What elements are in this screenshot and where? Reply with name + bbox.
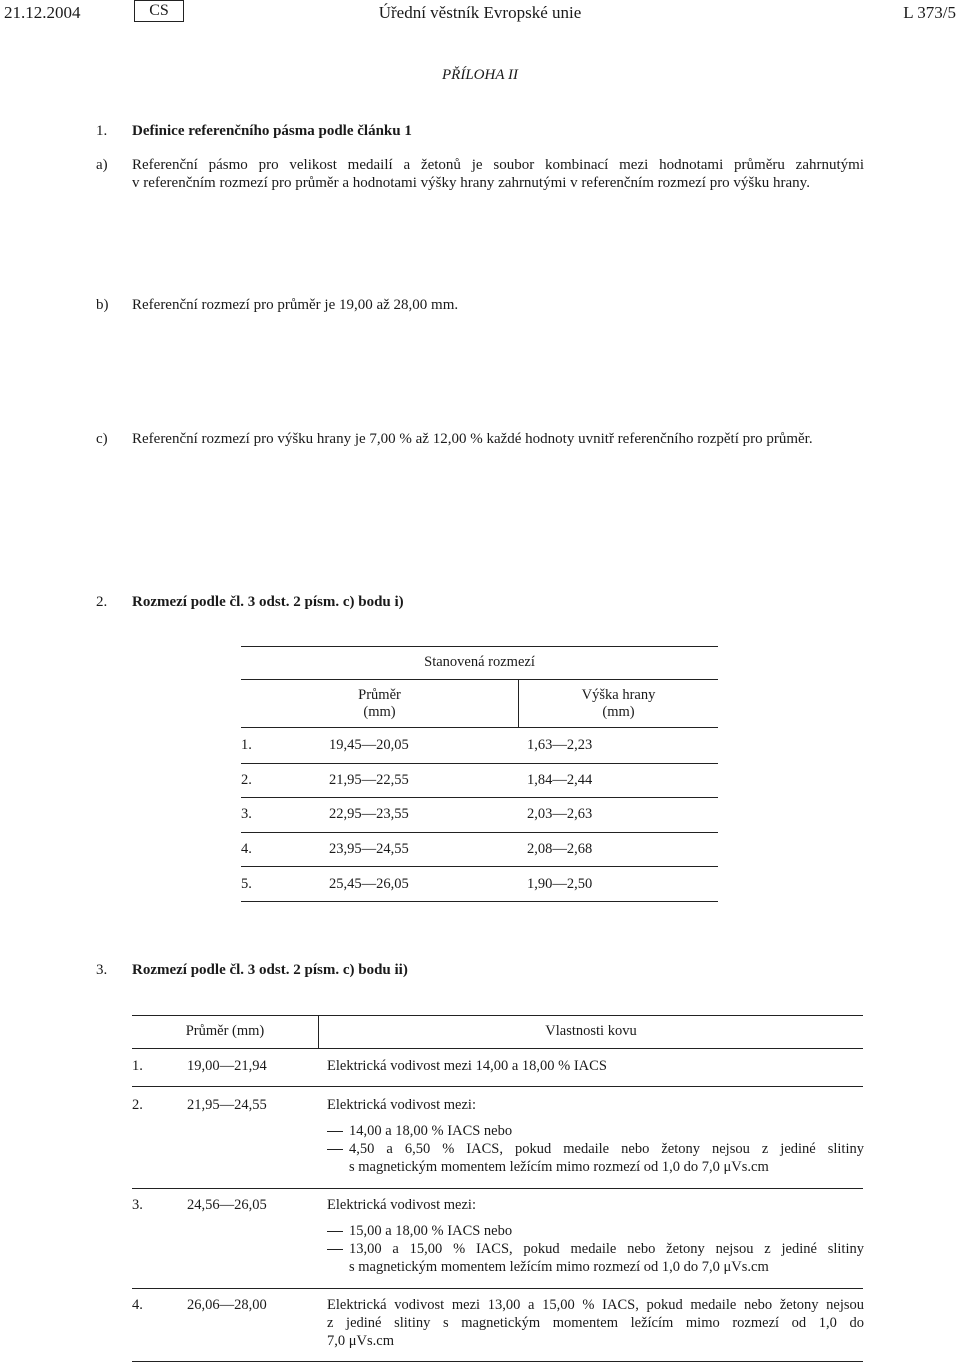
diameter-value: 21,95—24,55 <box>187 1097 267 1113</box>
diameter-value: 19,00—21,94 <box>187 1058 267 1074</box>
diameter-value: 25,45—26,05 <box>329 876 409 892</box>
table-rule <box>132 1086 863 1087</box>
edge-value: 1,63—2,23 <box>527 737 593 753</box>
table-rule <box>241 727 718 728</box>
diameter-value: 24,56—26,05 <box>187 1197 267 1213</box>
diameter-value: 23,95—24,55 <box>329 841 409 857</box>
property-text: Elektrická vodivost mezi 13,00 a 15,00 % IACS, pokud medaile nebo žetony nejsou <box>327 1297 864 1313</box>
col-diameter-header: Průměr (mm) <box>358 687 401 720</box>
section1-title: Definice referenčního pásma podle článku 1 <box>132 123 412 139</box>
journal-title: Úřední věstník Evropské unie <box>378 3 582 22</box>
dash-icon <box>327 1149 343 1150</box>
row-number: 1. <box>241 737 252 753</box>
table-rule <box>132 1048 863 1049</box>
table-rule <box>241 763 718 764</box>
section2-number: 2. <box>96 594 108 610</box>
table-rule <box>132 1015 863 1016</box>
dash-item: 13,00 a 15,00 % IACS, pokud medaile nebo žetony nejsou z jediné slitiny <box>327 1241 864 1258</box>
table-rule <box>241 797 718 798</box>
dash-item-cont: s magnetickým momentem ležícím mimo rozmezí od 1,0 do 7,0 μVs.cm <box>349 1159 769 1175</box>
edge-value: 1,90—2,50 <box>527 876 593 892</box>
edge-value: 1,84—2,44 <box>527 772 593 788</box>
row-number: 3. <box>132 1197 143 1213</box>
col-edge-header: Výška hrany (mm) <box>581 687 656 720</box>
row-number: 3. <box>241 806 252 822</box>
item-a-label: a) <box>96 157 108 173</box>
item-b-text: Referenční rozmezí pro průměr je 19,00 až 28,00 mm. <box>132 297 459 313</box>
row-number: 2. <box>241 772 252 788</box>
dash-item: 15,00 a 18,00 % IACS nebo <box>327 1223 512 1240</box>
table-rule <box>241 679 718 680</box>
header-date: 21.12.2004 <box>4 3 81 22</box>
dash-icon <box>327 1249 343 1250</box>
item-c-text: Referenční rozmezí pro výšku hrany je 7,00 % až 12,00 % každé hodnoty uvnitř referenčního rozpětí pro průměr. <box>132 431 813 447</box>
row-number: 4. <box>241 841 252 857</box>
property-text: Elektrická vodivost mezi: <box>327 1197 476 1213</box>
diameter-value: 21,95—22,55 <box>329 772 409 788</box>
dash-item-cont: s magnetickým momentem ležícím mimo rozmezí od 1,0 do 7,0 μVs.cm <box>349 1259 769 1275</box>
property-text: z jediné slitiny s magnetickým momentem ležícím mimo rozmezí od 1,0 do <box>327 1315 864 1331</box>
item-c-label: c) <box>96 431 108 447</box>
annex-title: PŘÍLOHA II <box>442 67 518 83</box>
dash-item: 4,50 a 6,50 % IACS, pokud medaile nebo žetony nejsou z jediné slitiny <box>327 1141 864 1158</box>
table-rule <box>132 1288 863 1289</box>
edge-value: 2,08—2,68 <box>527 841 593 857</box>
table-rule <box>241 901 718 902</box>
table-rule <box>241 832 718 833</box>
table-rule <box>241 646 718 647</box>
property-text: Elektrická vodivost mezi: <box>327 1097 476 1113</box>
row-number: 1. <box>132 1058 143 1074</box>
property-text: Elektrická vodivost mezi 14,00 a 18,00 % IACS <box>327 1058 607 1074</box>
dash-icon <box>327 1131 343 1132</box>
row-number: 5. <box>241 876 252 892</box>
dash-item: 14,00 a 18,00 % IACS nebo <box>327 1123 512 1140</box>
table-rule <box>241 866 718 867</box>
col-props-header: Vlastnosti kovu <box>545 1023 637 1039</box>
section3-number: 3. <box>96 962 108 978</box>
item-a-line2: v referenčním rozmezí pro průměr a hodnotami výšky hrany zahrnutými v referenčním rozmezí pro výšku hrany. <box>132 175 810 191</box>
group-header: Stanovená rozmezí <box>424 654 535 670</box>
table-rule <box>132 1361 863 1362</box>
table-rule <box>132 1188 863 1189</box>
edge-value: 2,03—2,63 <box>527 806 593 822</box>
section3-title: Rozmezí podle čl. 3 odst. 2 písm. c) bodu ii) <box>132 962 408 978</box>
dash-icon <box>327 1231 343 1232</box>
property-text: 7,0 μVs.cm <box>327 1333 394 1349</box>
item-a-line1: Referenční pásmo pro velikost medailí a žetonů je soubor kombinací mezi hodnotami průměru zahrnutými <box>132 157 864 173</box>
col-diameter-header: Průměr (mm) <box>185 1023 265 1039</box>
diameter-value: 22,95—23,55 <box>329 806 409 822</box>
diameter-value: 19,45—20,05 <box>329 737 409 753</box>
section2-title: Rozmezí podle čl. 3 odst. 2 písm. c) bodu i) <box>132 594 404 610</box>
language-badge: CS <box>134 0 184 22</box>
section1-number: 1. <box>96 123 108 139</box>
row-number: 2. <box>132 1097 143 1113</box>
item-b-label: b) <box>96 297 109 313</box>
page-number: L 373/5 <box>903 3 956 22</box>
row-number: 4. <box>132 1297 143 1313</box>
diameter-value: 26,06—28,00 <box>187 1297 267 1313</box>
